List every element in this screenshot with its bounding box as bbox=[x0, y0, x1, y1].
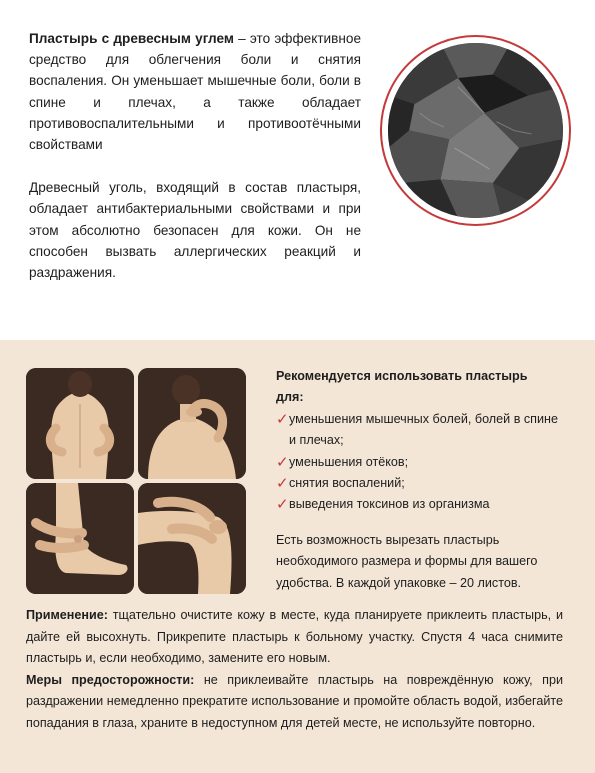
intro-paragraph-1 bbox=[29, 28, 361, 155]
list-item bbox=[276, 473, 558, 494]
lower-back-picture bbox=[26, 368, 134, 479]
charcoal-image bbox=[380, 35, 571, 226]
checkmark-icon: ✓ bbox=[276, 496, 289, 514]
photo-neck-shoulder bbox=[138, 368, 246, 479]
recommendations bbox=[276, 366, 558, 594]
charcoal-picture bbox=[388, 43, 563, 218]
package-note: Есть возможность вырезать пластырь необходимого размера и формы для вашего удобства. В каждой упаковке – 20 листов. bbox=[276, 532, 538, 590]
usage-instructions bbox=[26, 605, 563, 735]
application-text: тщательно очистите кожу в месте, куда планируете приклеить пластырь, и дайте ей высохнуть. Прикрепите пластырь к больному участку. Спустя 4 часа снимите пластырь и, если необходимо, замените его новым. bbox=[26, 608, 563, 666]
checkmark-icon: ✓ bbox=[276, 410, 289, 428]
checkmark-icon: ✓ bbox=[276, 475, 289, 493]
list-item-text: снятия воспалений; bbox=[289, 476, 405, 491]
photo-lower-back bbox=[26, 368, 134, 479]
usage-photos-grid bbox=[26, 368, 246, 596]
caution-paragraph bbox=[26, 670, 563, 735]
photo-ankle bbox=[26, 483, 134, 594]
intro-p1-text: – это эффективное средство для облегчения боли и снятия воспаления. Он уменьшает мышечные боли, боли в спине и плечах, а также обладает противовоспалительными и противоотёчными свойствами bbox=[29, 31, 361, 153]
checkmark-icon: ✓ bbox=[276, 453, 289, 471]
recommendations-list bbox=[276, 409, 558, 516]
neck-shoulder-picture bbox=[138, 368, 246, 479]
recommendations-title: Рекомендуется использовать пластырь для: bbox=[276, 369, 528, 405]
caution-label: Меры предосторожности: bbox=[26, 672, 195, 687]
ankle-picture bbox=[26, 483, 134, 594]
photo-knee bbox=[138, 483, 246, 594]
intro-product-name: Пластырь с древесным углем bbox=[29, 31, 234, 46]
intro-paragraph-2: Древесный уголь, входящий в состав пластыря, обладает антибактериальными свойствами и при этом абсолютно безопасен для кожи. Он не способен вызвать аллергических реакций и раздражения. bbox=[29, 180, 361, 281]
application-label: Применение: bbox=[26, 608, 108, 622]
application-paragraph bbox=[26, 605, 563, 670]
list-item bbox=[276, 409, 558, 452]
list-item-text: уменьшения отёков; bbox=[289, 454, 409, 469]
knee-picture bbox=[138, 483, 246, 594]
info-section bbox=[0, 340, 595, 773]
list-item bbox=[276, 494, 558, 515]
caution-text: не приклеивайте пластырь на повреждённую кожу, при раздражении немедленно прекратите использование и промойте область водой, избегайте попадания в глаза, храните в недоступном для детей месте, не используйте повторно. bbox=[26, 672, 563, 730]
list-item-text: уменьшения мышечных болей, болей в спине и плечах; bbox=[289, 411, 558, 448]
list-item bbox=[276, 452, 558, 473]
list-item-text: выведения токсинов из организма bbox=[289, 497, 490, 512]
intro-text bbox=[29, 28, 361, 305]
